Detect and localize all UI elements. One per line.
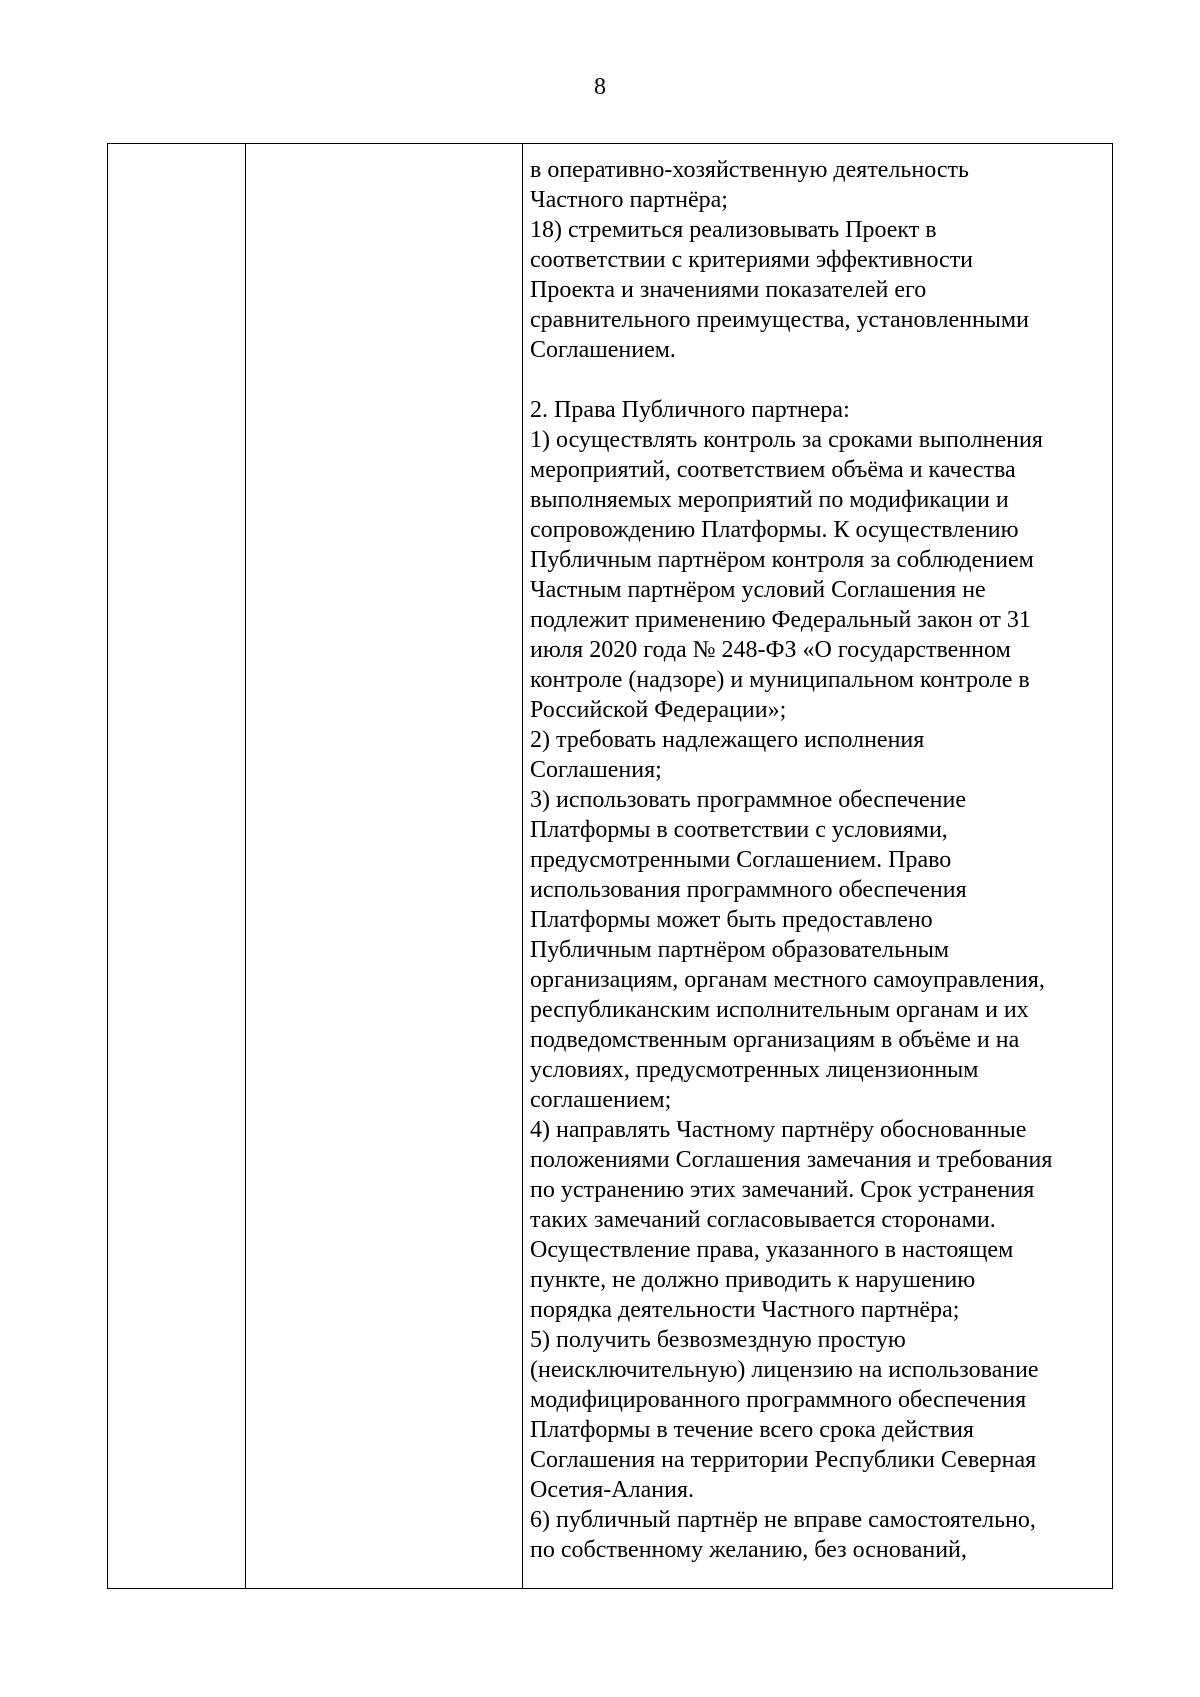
- text-line: модифицированного программного обеспечения: [530, 1387, 1027, 1413]
- text-line: Публичным партнёром контроля за соблюдением: [530, 547, 1034, 573]
- text-line: 2) требовать надлежащего исполнения: [530, 727, 925, 753]
- text-line: мероприятий, соответствием объёма и качества: [530, 457, 1016, 483]
- document-table: [107, 143, 1113, 1589]
- page-number: 8: [594, 74, 606, 100]
- intro-paragraph: [530, 155, 1112, 365]
- text-line: Соглашения;: [530, 757, 662, 783]
- cell-text-block: [523, 144, 1112, 1565]
- public-partner-rights-section: [530, 395, 1112, 1565]
- text-line: соответствии с критериями эффективности: [530, 247, 974, 273]
- text-line: организациям, органам местного самоуправления,: [530, 967, 1045, 993]
- table-cell-text: [523, 144, 1113, 1589]
- table-row: [108, 144, 1113, 1589]
- text-line: по собственному желанию, без оснований,: [530, 1537, 967, 1563]
- table-cell-empty-second: [246, 144, 523, 1589]
- text-line: (неисключительную) лицензию на использование: [530, 1357, 1039, 1383]
- paragraph-gap: [530, 365, 1112, 395]
- text-line: Публичным партнёром образовательным: [530, 937, 950, 963]
- text-line: порядка деятельности Частного партнёра;: [530, 1297, 960, 1323]
- text-line: 6) публичный партнёр не вправе самостоятельно,: [530, 1507, 1036, 1533]
- text-line: Платформы может быть предоставлено: [530, 907, 933, 933]
- text-line: Соглашением.: [530, 337, 676, 363]
- text-line: сравнительного преимущества, установленными: [530, 307, 1029, 333]
- section-heading: 2. Права Публичного партнера:: [530, 397, 850, 423]
- text-line: подлежит применению Федеральный закон от 31: [530, 607, 1031, 633]
- text-line: положениями Соглашения замечания и требования: [530, 1147, 1053, 1173]
- text-line: Российской Федерации»;: [530, 697, 787, 723]
- text-line: Частным партнёром условий Соглашения не: [530, 577, 986, 603]
- text-line: таких замечаний согласовывается сторонами.: [530, 1207, 996, 1233]
- text-line: Платформы в течение всего срока действия: [530, 1417, 974, 1443]
- text-line: контроле (надзоре) и муниципальном контроле в: [530, 667, 1030, 693]
- table-cell-empty-first: [108, 144, 246, 1589]
- text-line: выполняемых мероприятий по модификации и: [530, 487, 1009, 513]
- text-line: 1) осуществлять контроль за сроками выполнения: [530, 427, 1043, 453]
- text-line: пункте, не должно приводить к нарушению: [530, 1267, 976, 1293]
- text-line: 5) получить безвозмездную простую: [530, 1327, 906, 1353]
- text-line: Осетия-Алания.: [530, 1477, 694, 1503]
- text-line: Осуществление права, указанного в настоящем: [530, 1237, 1014, 1263]
- text-line: использования программного обеспечения: [530, 877, 967, 903]
- text-line: в оперативно-хозяйственную деятельность: [530, 157, 969, 183]
- text-line: 4) направлять Частному партнёру обоснованные: [530, 1117, 1027, 1143]
- text-line: сопровождению Платформы. К осуществлению: [530, 517, 1019, 543]
- text-line: 18) стремиться реализовывать Проект в: [530, 217, 937, 243]
- text-line: Проекта и значениями показателей его: [530, 277, 927, 303]
- text-line: республиканским исполнительным органам и их: [530, 997, 1029, 1023]
- text-line: Соглашения на территории Республики Северная: [530, 1447, 1037, 1473]
- text-line: по устранению этих замечаний. Срок устранения: [530, 1177, 1035, 1203]
- text-line: условиях, предусмотренных лицензионным: [530, 1057, 979, 1083]
- text-line: 3) использовать программное обеспечение: [530, 787, 967, 813]
- text-line: соглашением;: [530, 1087, 672, 1113]
- text-line: предусмотренными Соглашением. Право: [530, 847, 952, 873]
- text-line: подведомственным организациям в объёме и на: [530, 1027, 1020, 1053]
- text-line: июля 2020 года № 248-ФЗ «О государственном: [530, 637, 1011, 663]
- text-line: Частного партнёра;: [530, 187, 728, 213]
- text-line: Платформы в соответствии с условиями,: [530, 817, 948, 843]
